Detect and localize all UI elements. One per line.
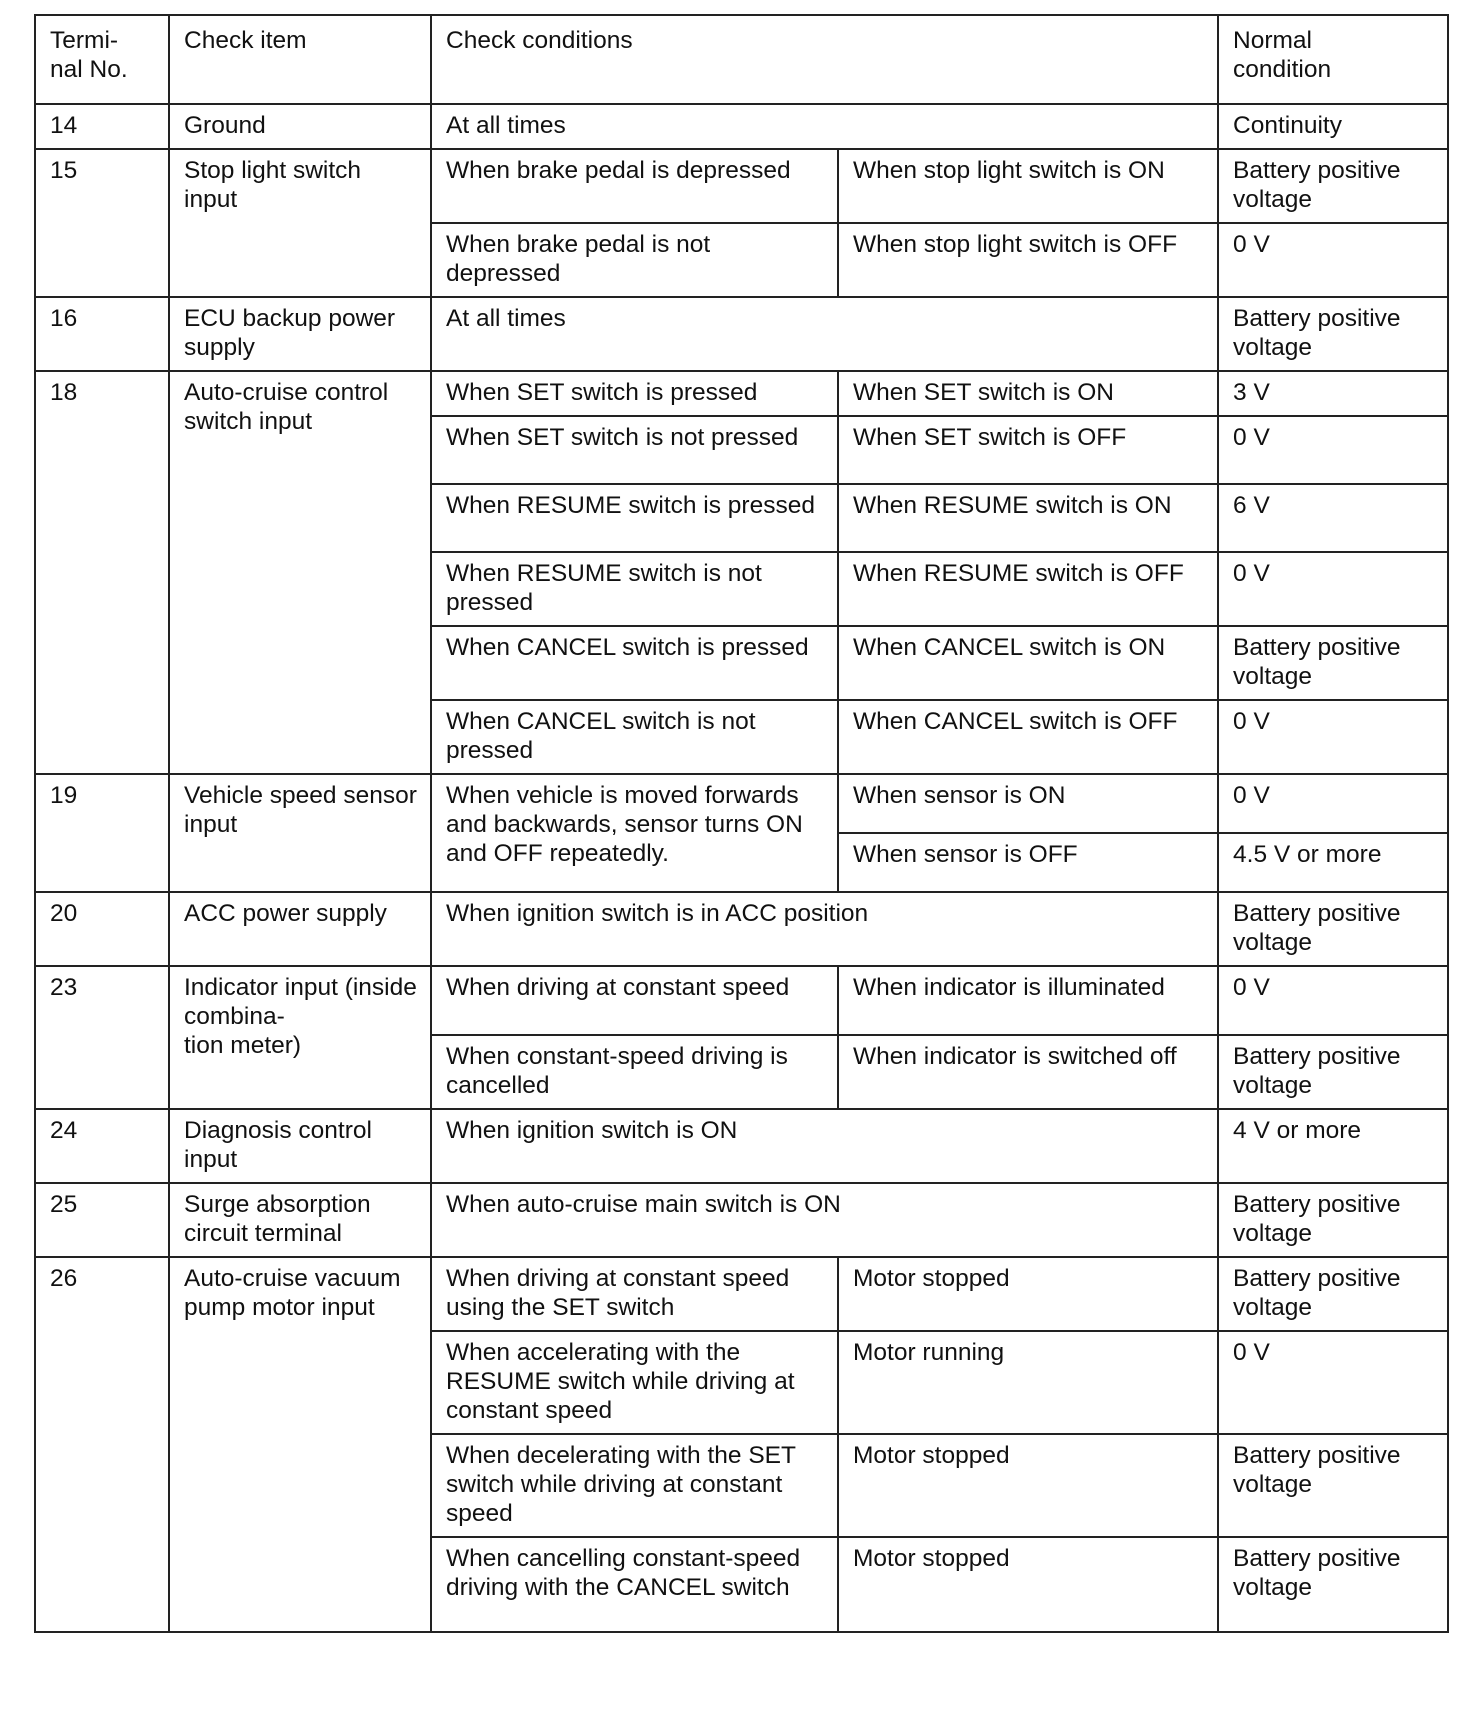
terminal-number: 14 (35, 104, 169, 149)
check-item: Auto-cruise control switch input (169, 371, 431, 774)
terminal-number: 20 (35, 892, 169, 966)
check-condition: When driving at constant speed (431, 966, 838, 1035)
check-item: Auto-cruise vacuum pump motor input (169, 1257, 431, 1632)
normal-condition: Battery positive voltage (1218, 1434, 1448, 1537)
check-condition: When brake pedal is not depressed (431, 223, 838, 297)
check-condition: When SET switch is pressed (431, 371, 838, 416)
check-condition: When vehicle is moved forwards and backwards, sensor turns ON and OFF repeatedly. (431, 774, 838, 892)
check-condition: When SET switch is not pressed (431, 416, 838, 484)
check-item: ECU backup power supply (169, 297, 431, 371)
normal-condition: Battery positive voltage (1218, 297, 1448, 371)
normal-condition: 4.5 V or more (1218, 833, 1448, 892)
check-item: ACC power supply (169, 892, 431, 966)
check-condition: When driving at constant speed using the SET switch (431, 1257, 838, 1331)
check-condition: At all times (431, 297, 1218, 371)
check-item: Vehicle speed sensor input (169, 774, 431, 892)
table-row (35, 149, 1448, 223)
check-item: Surge absorption circuit terminal (169, 1183, 431, 1257)
normal-condition: Battery positive voltage (1218, 149, 1448, 223)
normal-condition: Battery positive voltage (1218, 892, 1448, 966)
table-row (35, 297, 1448, 371)
terminal-number: 19 (35, 774, 169, 892)
check-condition: When accelerating with the RESUME switch while driving at constant speed (431, 1331, 838, 1434)
normal-condition: 0 V (1218, 1331, 1448, 1434)
check-condition: When ignition switch is ON (431, 1109, 1218, 1183)
check-condition: When ignition switch is in ACC position (431, 892, 1218, 966)
terminal-number: 24 (35, 1109, 169, 1183)
normal-condition: 0 V (1218, 223, 1448, 297)
header-check-item: Check item (169, 15, 431, 104)
check-condition: When RESUME switch is not pressed (431, 552, 838, 626)
header-normal-condition: Normal condition (1218, 15, 1448, 104)
sub-condition: Motor stopped (838, 1434, 1218, 1537)
check-condition: When decelerating with the SET switch while driving at constant speed (431, 1434, 838, 1537)
terminal-number: 26 (35, 1257, 169, 1632)
sub-condition: Motor stopped (838, 1537, 1218, 1632)
sub-condition: When stop light switch is OFF (838, 223, 1218, 297)
normal-condition: Battery positive voltage (1218, 1537, 1448, 1632)
sub-condition: When CANCEL switch is OFF (838, 700, 1218, 774)
sub-condition: When sensor is ON (838, 774, 1218, 833)
sub-condition: When sensor is OFF (838, 833, 1218, 892)
check-item: Indicator input (inside combina- tion meter) (169, 966, 431, 1109)
check-condition: When brake pedal is depressed (431, 149, 838, 223)
sub-condition: When stop light switch is ON (838, 149, 1218, 223)
normal-condition: Battery positive voltage (1218, 1183, 1448, 1257)
sub-condition: When SET switch is OFF (838, 416, 1218, 484)
header-terminal: Termi- nal No. (35, 15, 169, 104)
table-row (35, 104, 1448, 149)
normal-condition: Battery positive voltage (1218, 626, 1448, 700)
sub-condition: When RESUME switch is OFF (838, 552, 1218, 626)
normal-condition: 0 V (1218, 774, 1448, 833)
table-row (35, 371, 1448, 416)
check-condition: When CANCEL switch is not pressed (431, 700, 838, 774)
check-item: Diagnosis control input (169, 1109, 431, 1183)
normal-condition: Battery positive voltage (1218, 1257, 1448, 1331)
sub-condition: When CANCEL switch is ON (838, 626, 1218, 700)
normal-condition: 0 V (1218, 966, 1448, 1035)
table-row (35, 966, 1448, 1035)
terminal-number: 15 (35, 149, 169, 297)
terminal-number: 23 (35, 966, 169, 1109)
table-body (35, 15, 1448, 1632)
table-row (35, 774, 1448, 833)
table-row (35, 1257, 1448, 1331)
normal-condition: 0 V (1218, 700, 1448, 774)
check-condition: When auto-cruise main switch is ON (431, 1183, 1218, 1257)
check-condition: When CANCEL switch is pressed (431, 626, 838, 700)
sub-condition: When RESUME switch is ON (838, 484, 1218, 552)
normal-condition: 3 V (1218, 371, 1448, 416)
sub-condition: When indicator is switched off (838, 1035, 1218, 1109)
table-row (35, 1109, 1448, 1183)
check-item: Stop light switch input (169, 149, 431, 297)
terminal-check-table (34, 14, 1449, 1633)
sub-condition: Motor stopped (838, 1257, 1218, 1331)
normal-condition: 4 V or more (1218, 1109, 1448, 1183)
table-row (35, 892, 1448, 966)
sub-condition: Motor running (838, 1331, 1218, 1434)
check-condition: When constant-speed driving is cancelled (431, 1035, 838, 1109)
check-condition: At all times (431, 104, 1218, 149)
normal-condition: Continuity (1218, 104, 1448, 149)
terminal-number: 16 (35, 297, 169, 371)
normal-condition: 6 V (1218, 484, 1448, 552)
terminal-number: 18 (35, 371, 169, 774)
check-condition: When RESUME switch is pressed (431, 484, 838, 552)
sub-condition: When indicator is illuminated (838, 966, 1218, 1035)
sub-condition: When SET switch is ON (838, 371, 1218, 416)
check-item: Ground (169, 104, 431, 149)
header-check-conditions: Check conditions (431, 15, 1218, 104)
normal-condition: 0 V (1218, 416, 1448, 484)
terminal-number: 25 (35, 1183, 169, 1257)
table-row (35, 1183, 1448, 1257)
check-condition: When cancelling constant-speed driving with the CANCEL switch (431, 1537, 838, 1632)
normal-condition: 0 V (1218, 552, 1448, 626)
normal-condition: Battery positive voltage (1218, 1035, 1448, 1109)
header-row (35, 15, 1448, 104)
